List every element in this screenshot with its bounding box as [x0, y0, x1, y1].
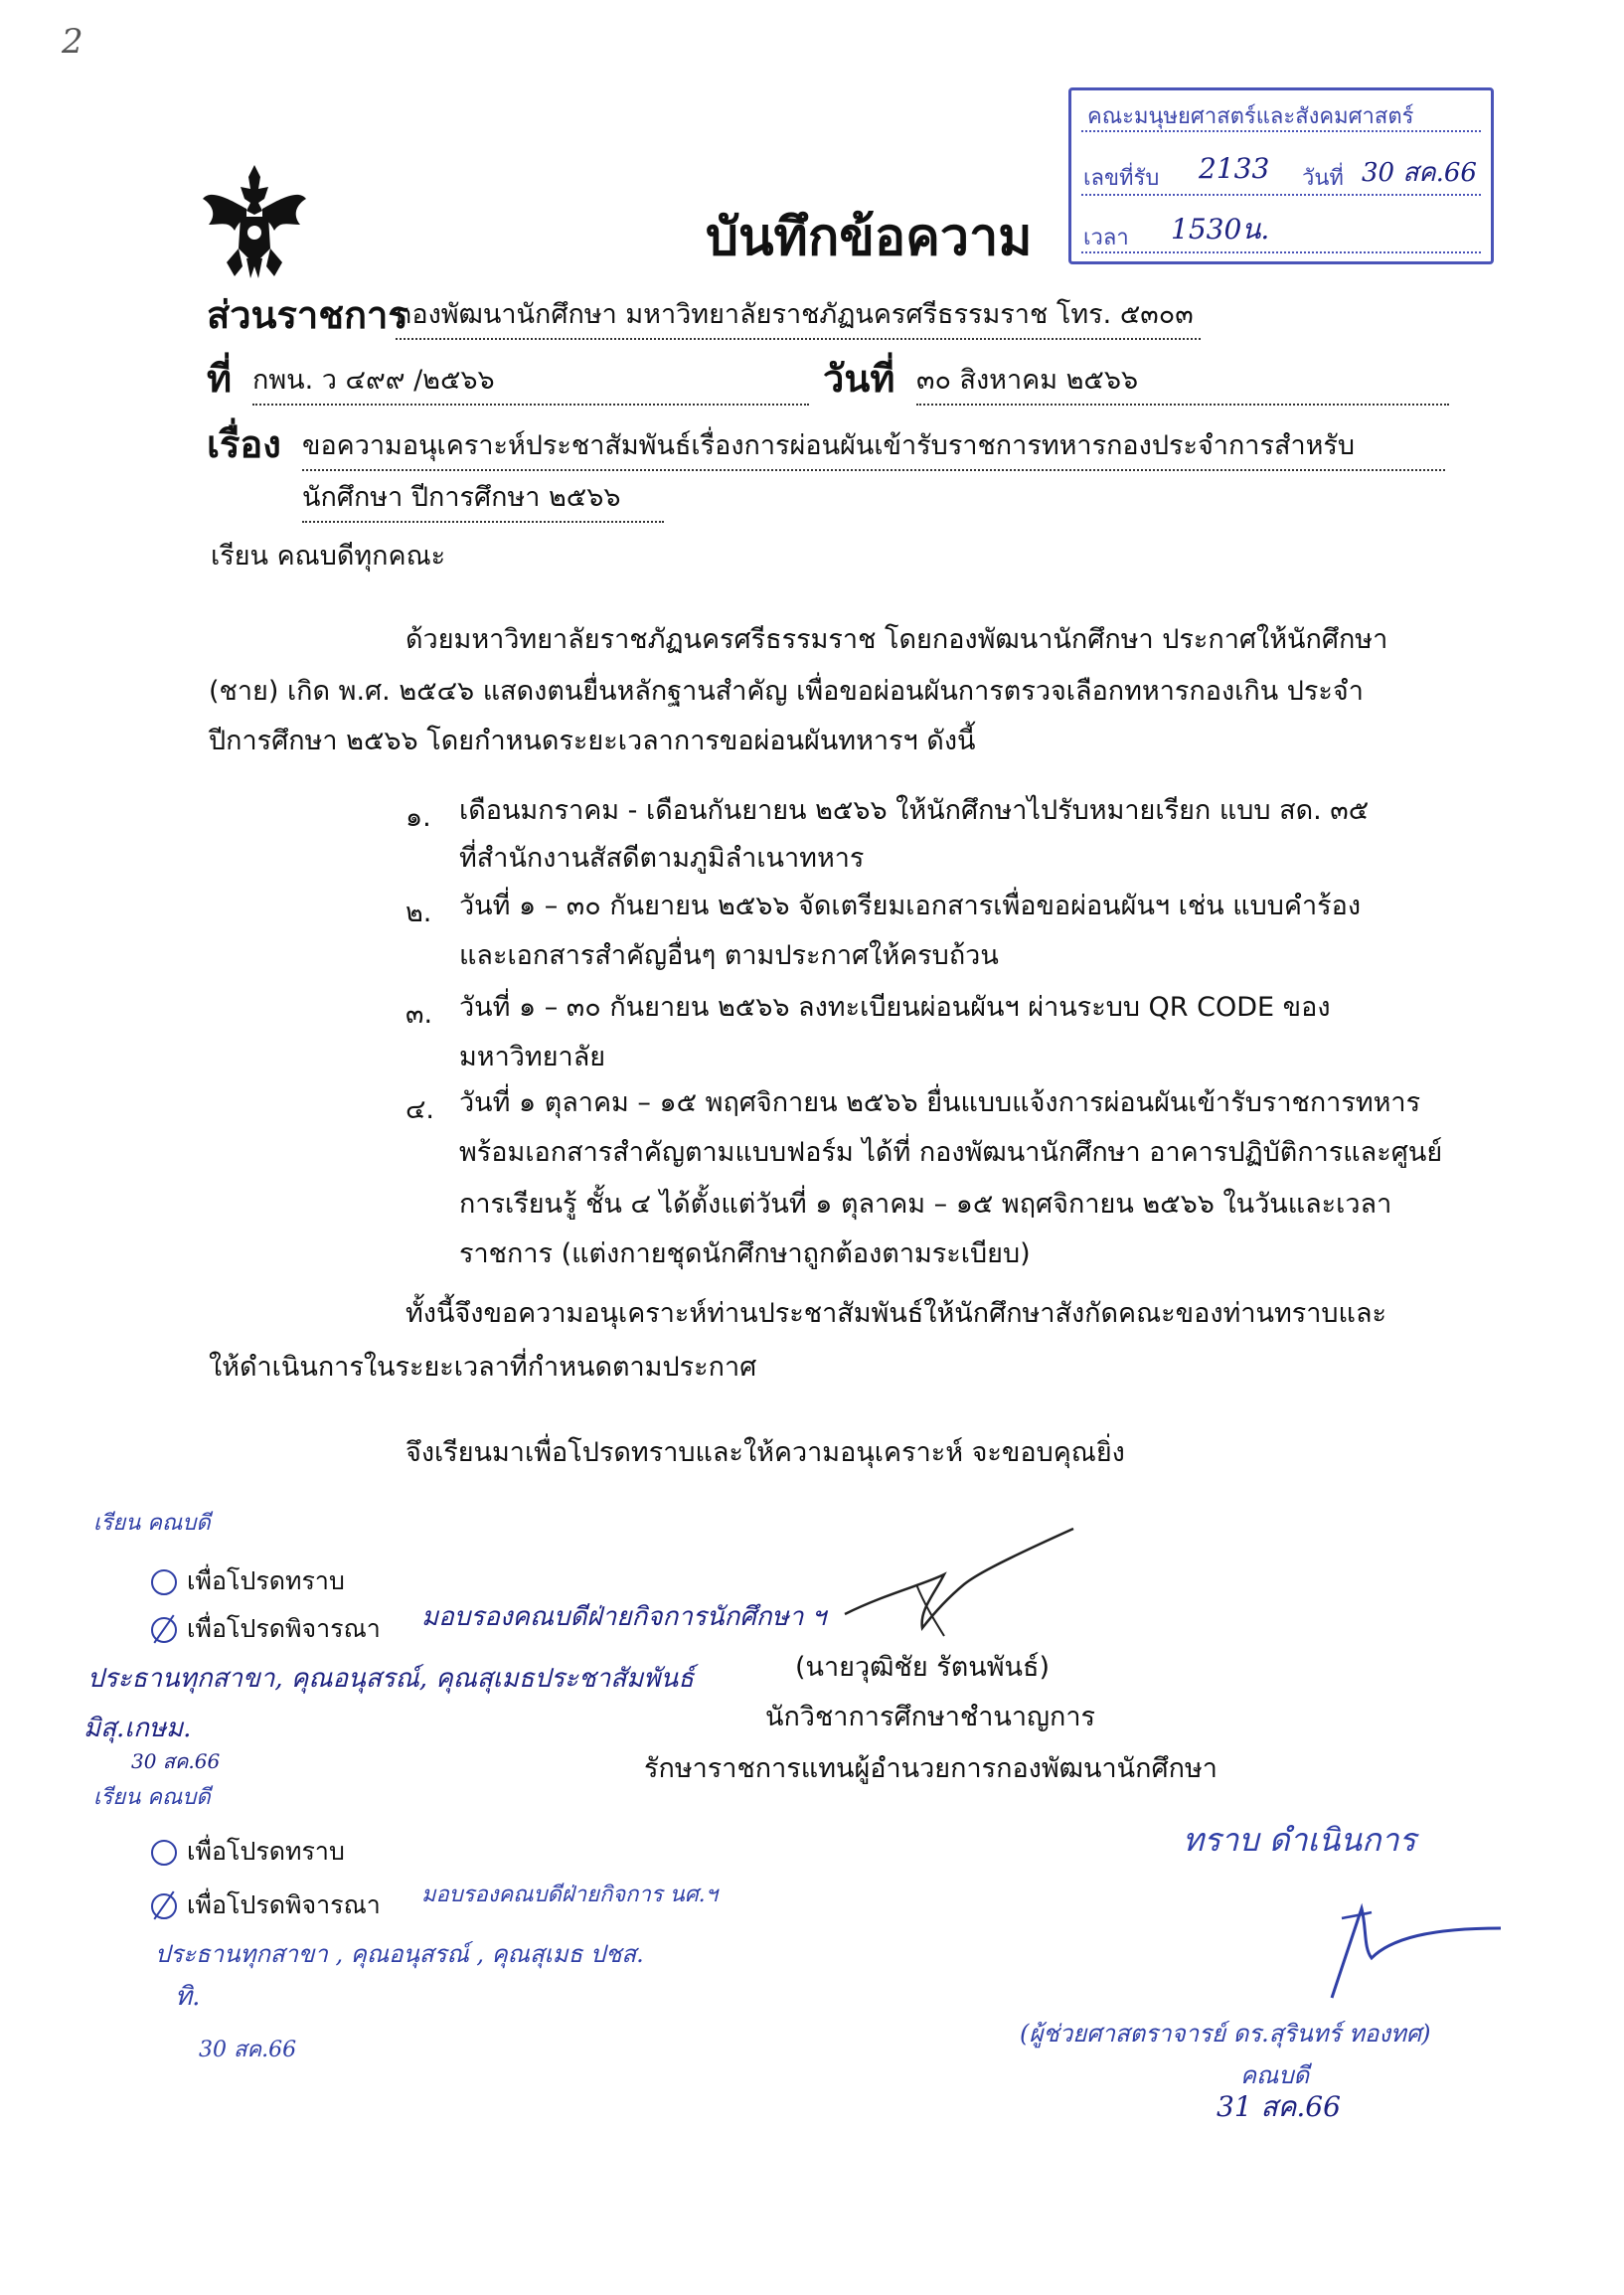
- subject-line2: นักศึกษา ปีการศึกษา ๒๕๖๖: [302, 475, 664, 523]
- item-3-line1: วันที่ ๑ – ๓๐ กันยายน ๒๕๖๖ ลงทะเบียนผ่อนผันฯ ผ่านระบบ QR CODE ของ: [459, 992, 1331, 1023]
- signer-name: (นายวุฒิชัย รัตนพันธ์): [795, 1652, 1051, 1683]
- item-1-line1: เดือนมกราคม - เดือนกันยายน ๒๕๖๖ ให้นักศึกษาไปรับหมายเรียก แบบ สด. ๓๕: [459, 795, 1370, 826]
- item-3-line2: มหาวิทยาลัย: [459, 1042, 606, 1072]
- annotation2-opt2: [151, 1890, 381, 1920]
- stamp-date: 30 สค.66: [1362, 158, 1477, 188]
- agency-label: ส่วนราชการ: [207, 293, 408, 337]
- item-2-line1: วันที่ ๑ – ๓๐ กันยายน ๒๕๖๖ จัดเตรียมเอกสารเพื่อขอผ่อนผันฯ เช่น แบบคำร้อง: [459, 891, 1362, 921]
- annotation2-opt1-label: เพื่อโปรดทราบ: [187, 1837, 345, 1866]
- item-4-num: ๔.: [406, 1094, 435, 1125]
- memo-title: บันทึกข้อความ: [706, 208, 1033, 267]
- circle-icon: [151, 1569, 177, 1595]
- signer-position1: นักวิชาการศึกษาชำนาญการ: [765, 1702, 1096, 1732]
- agency-value: กองพัฒนานักศึกษา มหาวิทยาลัยราชภัฏนครศรีธรรมราช โทร. ๕๓๐๓: [396, 292, 1201, 340]
- dean-date: 31 สค.66: [1217, 2090, 1341, 2123]
- signer-position2: รักษาราชการแทนผู้อำนวยการกองพัฒนานักศึกษา: [644, 1753, 1218, 1784]
- item-4-line3: การเรียนรู้ ชั้น ๔ ได้ตั้งแต่วันที่ ๑ ตุลาคม – ๑๕ พฤศจิกายน ๒๕๖๖ ในวันและเวลา: [459, 1189, 1392, 1220]
- annotation2-note2: ประธานทุกสาขา , คุณอนุสรณ์ , คุณสุเมธ ปชส.: [155, 1940, 644, 1968]
- annotation1-note1: มอบรองคณบดีฝ่ายกิจการนักศึกษา ฯ: [421, 1602, 827, 1632]
- annotation2-opt2-label: เพื่อโปรดพิจารณา: [187, 1890, 381, 1919]
- annotation2-opt1: [151, 1837, 345, 1867]
- page-number: 2: [62, 22, 83, 62]
- annotation2-note1: มอบรองคณบดีฝ่ายกิจการ นศ.ฯ: [421, 1883, 719, 1907]
- para1-line2: (ชาย) เกิด พ.ศ. ๒๕๔๖ แสดงตนยื่นหลักฐานสำคัญ เพื่อขอผ่อนผันการตรวจเลือกทหารกองเกิน ประจำ: [209, 676, 1364, 707]
- circle-icon: [151, 1840, 177, 1866]
- stamp-date-label: วันที่: [1302, 166, 1344, 191]
- dean-position: คณบดี: [1240, 2061, 1310, 2089]
- garuda-emblem: [199, 159, 310, 282]
- item-2-line2: และเอกสารสำคัญอื่นๆ ตามประกาศให้ครบถ้วน: [459, 940, 999, 971]
- annotation2-to: เรียน คณบดี: [93, 1785, 211, 1810]
- annotation2-initials: ทิ.: [175, 1982, 201, 2012]
- item-2-num: ๒.: [406, 898, 432, 928]
- memo-to: เรียน คณบดีทุกคณะ: [211, 541, 446, 572]
- stamp-time-label: เวลา: [1083, 226, 1129, 250]
- para1-line3: ปีการศึกษา ๒๕๖๖ โดยกำหนดระยะเวลาการขอผ่อนผันทหารฯ ดังนี้: [209, 726, 976, 756]
- item-1-line2: ที่สำนักงานสัสดีตามภูมิลำเนาทหาร: [459, 843, 865, 874]
- annotation1-note2: ประธานทุกสาขา, คุณอนุสรณ์, คุณสุเมธประชาสัมพันธ์: [87, 1664, 695, 1694]
- checked-circle-icon: [151, 1617, 177, 1643]
- dean-name: (ผู้ช่วยศาสตราจารย์ ดร.สุรินทร์ ทองทศ): [1020, 2020, 1431, 2048]
- ref-value: กพน. ว ๔๙๙ /๒๕๖๖: [252, 358, 809, 406]
- item-4-line2: พร้อมเอกสารสำคัญตามแบบฟอร์ม ได้ที่ กองพัฒนานักศึกษา อาคารปฏิบัติการและศูนย์: [459, 1137, 1443, 1168]
- annotation1-opt2: [151, 1614, 381, 1644]
- stamp-received-label: เลขที่รับ: [1083, 166, 1160, 191]
- signer-signature: [825, 1525, 1083, 1644]
- dean-note: ทราบ ดำเนินการ: [1183, 1821, 1416, 1859]
- item-3-num: ๓.: [406, 999, 433, 1030]
- receipt-stamp: [1068, 87, 1494, 264]
- para2-line1: ทั้งนี้จึงขอความอนุเคราะห์ท่านประชาสัมพันธ์ให้นักศึกษาสังกัดคณะของท่านทราบและ: [406, 1298, 1386, 1329]
- annotation1-opt1-label: เพื่อโปรดทราบ: [187, 1566, 345, 1595]
- subject-line1: ขอความอนุเคราะห์ประชาสัมพันธ์เรื่องการผ่อนผันเข้ารับราชการทหารกองประจำการสำหรับ: [302, 423, 1445, 471]
- annotation2-date: 30 สค.66: [199, 2038, 297, 2062]
- subject-label: เรื่อง: [207, 422, 281, 466]
- item-4-line4: ราชการ (แต่งกายชุดนักศึกษาถูกต้องตามระเบียบ): [459, 1238, 1031, 1269]
- annotation1-opt2-label: เพื่อโปรดพิจารณา: [187, 1614, 381, 1643]
- stamp-time: 1530น.: [1171, 213, 1270, 246]
- item-4-line1: วันที่ ๑ ตุลาคม – ๑๕ พฤศจิกายน ๒๕๖๖ ยื่นแบบแจ้งการผ่อนผันเข้ารับราชการทหาร: [459, 1087, 1421, 1118]
- checked-circle-icon: [151, 1893, 177, 1919]
- stamp-org: คณะมนุษยศาสตร์และสังคมศาสตร์: [1087, 104, 1414, 129]
- dean-signature: [1272, 1888, 1511, 2008]
- date-label: วันที่: [823, 357, 895, 401]
- annotation1-opt1: [151, 1566, 345, 1596]
- stamp-received-no: 2133: [1199, 152, 1270, 185]
- annotation1-initials: มิสุ.เกษม.: [83, 1714, 192, 1743]
- para1-line1: ด้วยมหาวิทยาลัยราชภัฏนครศรีธรรมราช โดยกองพัฒนานักศึกษา ประกาศให้นักศึกษา: [406, 624, 1388, 655]
- closing: จึงเรียนมาเพื่อโปรดทราบและให้ความอนุเคราะห์ จะขอบคุณยิ่ง: [406, 1437, 1125, 1468]
- annotation1-date: 30 สค.66: [131, 1749, 221, 1773]
- ref-label: ที่: [207, 357, 233, 401]
- date-value: ๓๐ สิงหาคม ๒๕๖๖: [916, 358, 1449, 406]
- item-1-num: ๑.: [406, 802, 431, 833]
- annotation1-to: เรียน คณบดี: [93, 1511, 211, 1536]
- para2-line2: ให้ดำเนินการในระยะเวลาที่กำหนดตามประกาศ: [209, 1352, 757, 1383]
